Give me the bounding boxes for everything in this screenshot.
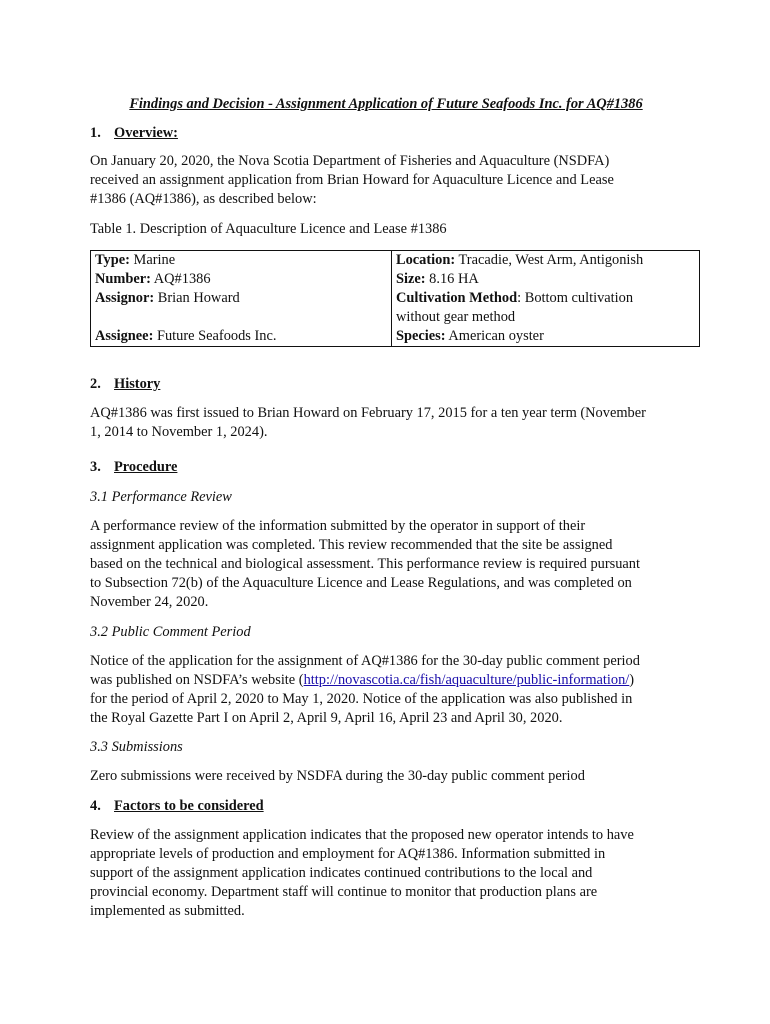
table-cell-species: Species: American oyster xyxy=(392,327,700,347)
text-line: to Subsection 72(b) of the Aquaculture Licence and Lease Regulations, and was completed on xyxy=(90,575,632,591)
factors-paragraph xyxy=(90,826,682,921)
table-cell-location: Location: Tracadie, West Arm, Antigonish xyxy=(392,251,700,271)
table-cell-number: Number: AQ#1386 xyxy=(91,270,392,289)
text-line: Notice of the application for the assignment of AQ#1386 for the 30-day public comment period xyxy=(90,653,640,669)
text-line: provincial economy. Department staff will continue to monitor that production plans are xyxy=(90,884,598,900)
table-cell-size: Size: 8.16 HA xyxy=(392,270,700,289)
performance-review-paragraph xyxy=(90,517,682,612)
text-line: the Royal Gazette Part I on April 2, April 9, April 16, April 23 and April 30, 2020. xyxy=(90,710,563,726)
submissions-text: Zero submissions were received by NSDFA during the 30-day public comment period xyxy=(90,768,585,784)
text-line: November 24, 2020. xyxy=(90,594,209,610)
text-line: A performance review of the information submitted by the operator in support of their xyxy=(90,518,586,534)
nsdfa-website-link[interactable]: http://novascotia.ca/fish/aquaculture/public-information/ xyxy=(303,672,630,688)
text-line: Review of the assignment application indicates that the proposed new operator intends to have xyxy=(90,827,634,843)
text-line: On January 20, 2020, the Nova Scotia Department of Fisheries and Aquaculture (NSDFA) xyxy=(90,153,610,169)
text-line: was published on NSDFA’s website (http://novascotia.ca/fish/aquaculture/public-information/) xyxy=(90,672,635,688)
table-row xyxy=(91,251,700,271)
section-title: Procedure xyxy=(114,459,178,475)
subheading-public-comment: 3.2 Public Comment Period xyxy=(90,624,251,640)
history-paragraph xyxy=(90,404,682,442)
licence-description-table xyxy=(90,250,700,347)
text-line: 1, 2014 to November 1, 2024). xyxy=(90,424,268,440)
section-number: 2. xyxy=(90,376,101,392)
section-number: 3. xyxy=(90,459,101,475)
text-line: based on the technical and biological assessment. This performance review is required pursuant xyxy=(90,556,640,572)
text-line: support of the assignment application indicates continued contributions to the local and xyxy=(90,865,593,881)
section-number: 4. xyxy=(90,798,101,814)
text-line: for the period of April 2, 2020 to May 1, 2020. Notice of the application was also published in xyxy=(90,691,633,707)
table-caption: Table 1. Description of Aquaculture Licence and Lease #1386 xyxy=(90,221,447,237)
table-cell-cultivation-method: Cultivation Method: Bottom cultivation without gear method xyxy=(392,289,700,327)
text-line: received an assignment application from Brian Howard for Aquaculture Licence and Lease xyxy=(90,172,614,188)
section-heading-procedure xyxy=(90,458,177,477)
table-row xyxy=(91,327,700,347)
subheading-performance-review: 3.1 Performance Review xyxy=(90,489,232,505)
table-cell-type: Type: Marine xyxy=(91,251,392,271)
document-title: Findings and Decision - Assignment Application of Future Seafoods Inc. for AQ#1386 xyxy=(129,96,643,112)
text-line: #1386 (AQ#1386), as described below: xyxy=(90,191,317,207)
section-title: History xyxy=(114,376,161,392)
table-cell-assignor: Assignor: Brian Howard xyxy=(91,289,392,327)
section-heading-history xyxy=(90,375,160,394)
overview-paragraph xyxy=(90,152,682,209)
table-row xyxy=(91,270,700,289)
public-comment-paragraph xyxy=(90,652,682,728)
text-line: assignment application was completed. This review recommended that the site be assigned xyxy=(90,537,613,553)
section-heading-overview xyxy=(90,124,178,143)
table-row xyxy=(91,289,700,327)
text-line: appropriate levels of production and employment for AQ#1386. Information submitted in xyxy=(90,846,606,862)
subheading-submissions: 3.3 Submissions xyxy=(90,739,183,755)
section-heading-factors xyxy=(90,797,264,816)
table-cell-assignee: Assignee: Future Seafoods Inc. xyxy=(91,327,392,347)
text-line: AQ#1386 was first issued to Brian Howard on February 17, 2015 for a ten year term (November xyxy=(90,405,646,421)
section-number: 1. xyxy=(90,125,101,141)
text-line: implemented as submitted. xyxy=(90,903,245,919)
section-title: Overview: xyxy=(114,125,178,141)
section-title: Factors to be considered xyxy=(114,798,264,814)
